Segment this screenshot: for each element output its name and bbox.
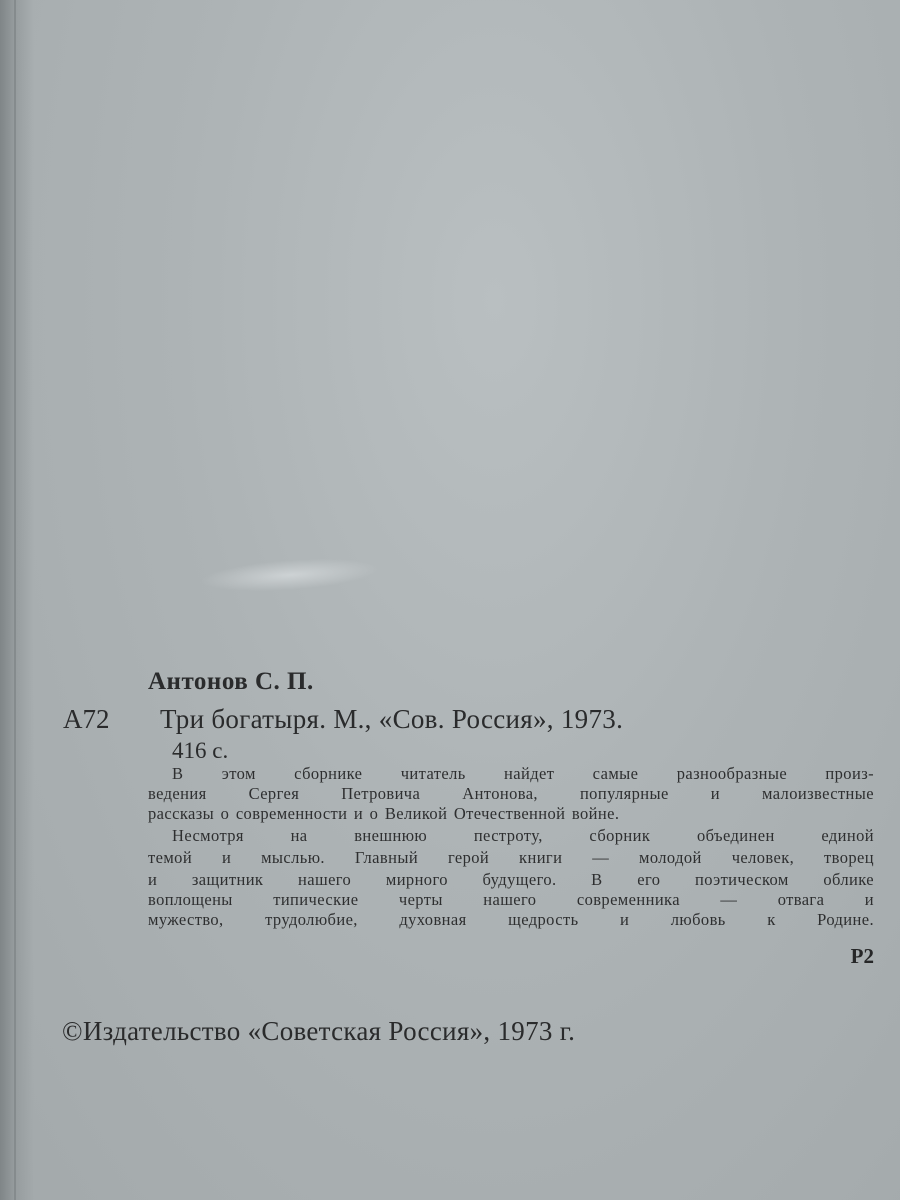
spine-shadow [0, 0, 34, 1200]
page-count: 416 с. [172, 738, 229, 763]
copyright-line: ©Издательство «Советская Россия», 1973 г. [62, 1016, 576, 1046]
annotation-line: и защитник нашего мирного будущего. В его поэтическом облике [148, 870, 874, 889]
annotation-line: ведения Сергея Петровича Антонова, популярные и малоизвестные [148, 784, 874, 803]
annotation-line: воплощены типические черты нашего современника — отвага и [148, 890, 874, 909]
annotation-line: Несмотря на внешнюю пестроту, сборник объединен единой [172, 826, 874, 845]
annotation-line: В этом сборнике читатель найдет самые разнообразные произ- [172, 764, 874, 783]
paper-crease [199, 554, 381, 596]
annotation-line: мужество, трудолюбие, духовная щедрость и любовь к Родине. [148, 910, 874, 929]
title-line: Три богатыря. М., «Сов. Россия», 1973. [160, 704, 624, 734]
author-name: Антонов С. П. [148, 668, 314, 695]
classification-mark: Р2 [850, 944, 874, 968]
annotation-line: рассказы о современности и о Великой Отечественной войне. [148, 804, 620, 823]
annotation-line: темой и мыслью. Главный герой книги — молодой человек, творец [148, 848, 874, 867]
page-edge [14, 0, 16, 1200]
catalog-index: А72 [63, 704, 110, 734]
